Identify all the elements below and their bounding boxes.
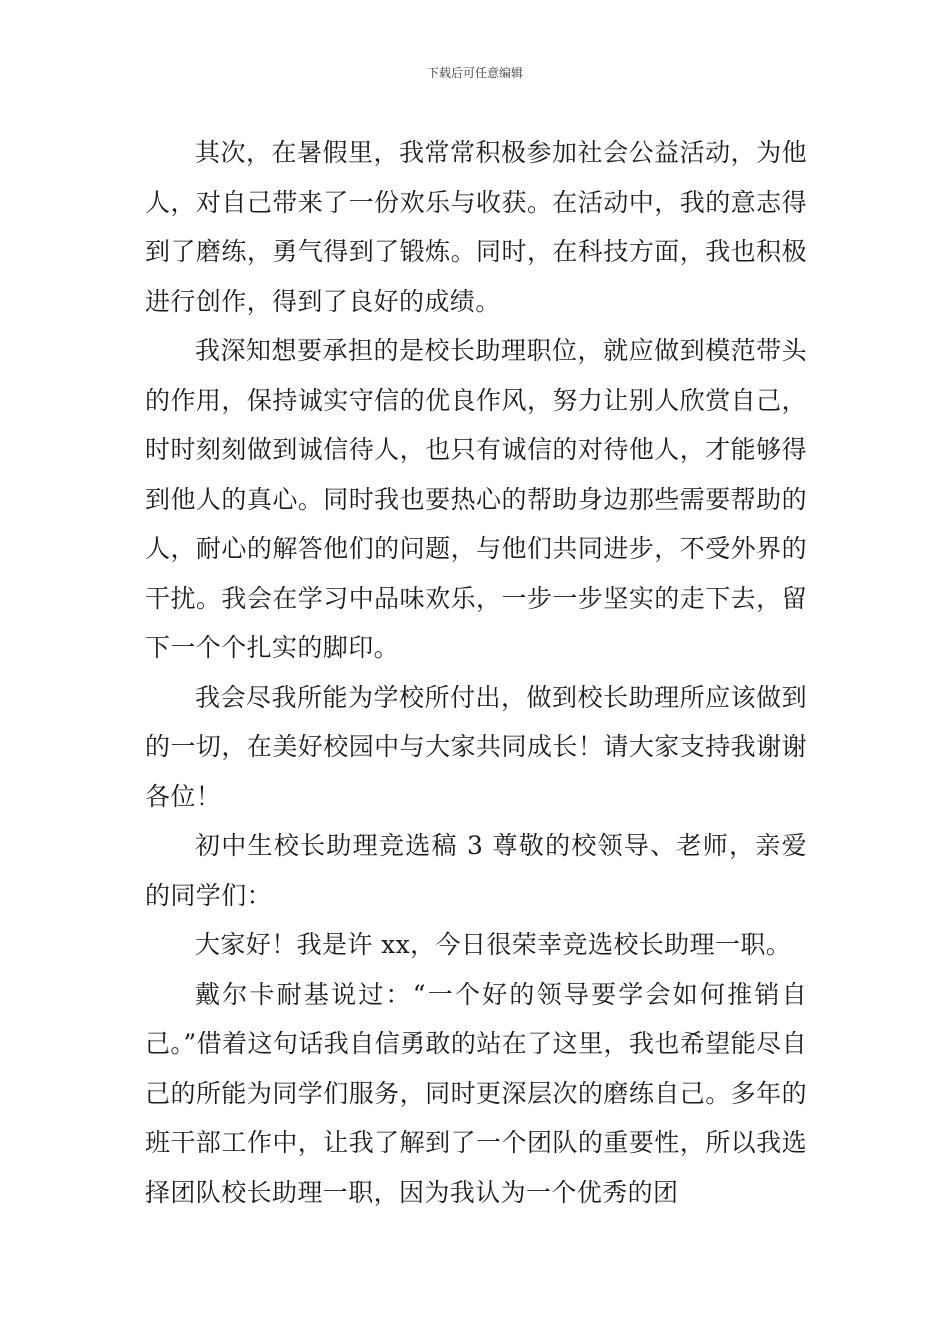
page-header: 下载后可任意编辑 — [426, 66, 523, 80]
paragraph-3: 我会尽我所能为学校所付出，做到校长助理所应该做到的一切，在美好校园中与大家共同成长！请大家支持我谢谢各位！ — [145, 682, 807, 811]
paragraph-4: 初中生校长助理竞选稿 3 尊敬的校领导、老师，亲爱的同学们： — [145, 831, 807, 910]
document-body — [145, 128, 807, 1217]
paragraph-5: 大家好！我是许 xx，今日很荣幸竞选校长助理一职。 — [195, 930, 792, 959]
paragraph-1: 其次，在暑假里，我常常积极参加社会公益活动，为他人，对自己带来了一份欢乐与收获。在活动中，我的意志得到了磨练，勇气得到了锻炼。同时，在科技方面，我也积极进行创作，得到了良好的成绩。 — [145, 138, 807, 316]
paragraph-2: 我深知想要承担的是校长助理职位，就应做到模范带头的作用，保持诚实守信的优良作风，努力让别人欣赏自己，时时刻刻做到诚信待人，也只有诚信的对待他人，才能够得到他人的真心。同时我也要热心的帮助身边那些需要帮助的人，耐心的解答他们的问题，与他们共同进步，不受外界的干扰。我会在学习中品味欢乐，一步一步坚实的走下去，留下一个个扎实的脚印。 — [145, 336, 807, 662]
paragraph-6: 戴尔卡耐基说过：“一个好的领导要学会如何推销自己。”借着这句话我自信勇敢的站在了这里，我也希望能尽自己的所能为同学们服务，同时更深层次的磨练自己。多年的班干部工作中，让我了解到了一个团队的重要性，所以我选择团队校长助理一职，因为我认为一个优秀的团 — [145, 979, 807, 1207]
